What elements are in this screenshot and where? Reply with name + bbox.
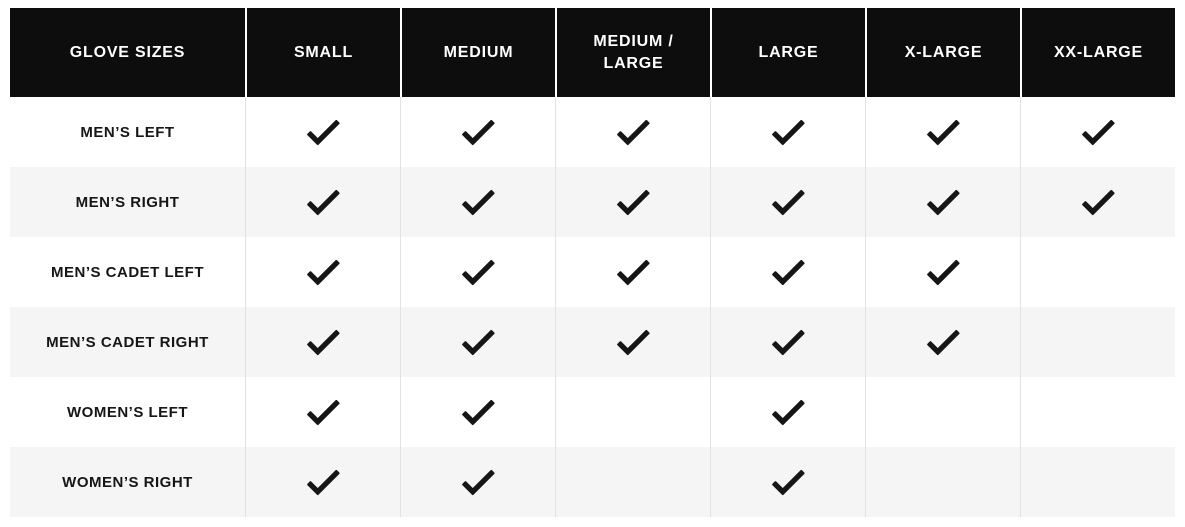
check-icon [922,321,964,363]
check-icon [767,251,809,293]
availability-cell-x-large [865,307,1020,377]
availability-cell-small [245,237,400,307]
availability-cell-medium-large [555,167,710,237]
availability-cell-xx-large [1020,167,1175,237]
availability-cell-medium [400,447,555,517]
table-row-men-s-cadet-left [10,237,1175,307]
check-icon [302,181,344,223]
check-icon [612,181,654,223]
availability-cell-medium-large [555,237,710,307]
table-row-men-s-right [10,167,1175,237]
check-icon [302,391,344,433]
check-icon [612,111,654,153]
availability-cell-xx-large [1020,97,1175,167]
availability-cell-small [245,97,400,167]
check-icon [1077,111,1119,153]
row-label: WOMEN’S RIGHT [62,473,193,491]
check-icon [457,111,499,153]
row-label: MEN’S LEFT [80,123,175,141]
check-icon [1077,181,1119,223]
availability-cell-xx-large [1020,447,1175,517]
row-label-cell [10,377,245,447]
availability-cell-xx-large [1020,307,1175,377]
check-icon [457,181,499,223]
row-label-cell [10,307,245,377]
check-icon [922,251,964,293]
check-icon [922,111,964,153]
check-icon [767,321,809,363]
check-icon [457,321,499,363]
availability-cell-small [245,167,400,237]
availability-cell-large [710,237,865,307]
check-icon [612,251,654,293]
check-icon [767,391,809,433]
availability-cell-large [710,167,865,237]
availability-cell-medium-large [555,447,710,517]
check-icon [302,321,344,363]
check-icon [302,251,344,293]
table-row-women-s-right [10,447,1175,517]
table-row-men-s-left [10,97,1175,167]
header-col-x-large: X-LARGE [865,8,1020,97]
availability-cell-medium-large [555,307,710,377]
availability-cell-x-large [865,447,1020,517]
availability-cell-medium [400,377,555,447]
availability-cell-medium [400,167,555,237]
availability-cell-large [710,307,865,377]
availability-cell-large [710,447,865,517]
row-label-cell [10,447,245,517]
check-icon [767,111,809,153]
availability-cell-medium [400,97,555,167]
availability-cell-medium [400,237,555,307]
availability-cell-medium [400,307,555,377]
check-icon [457,461,499,503]
availability-cell-xx-large [1020,377,1175,447]
table-row-men-s-cadet-right [10,307,1175,377]
check-icon [767,461,809,503]
row-label: MEN’S CADET LEFT [51,263,204,281]
availability-cell-x-large [865,167,1020,237]
check-icon [922,181,964,223]
check-icon [302,111,344,153]
availability-cell-x-large [865,97,1020,167]
check-icon [612,321,654,363]
row-label: MEN’S CADET RIGHT [46,333,209,351]
table-row-women-s-left [10,377,1175,447]
header-col-large: LARGE [710,8,865,97]
glove-sizes-table [10,8,1175,517]
row-label: MEN’S RIGHT [75,193,180,211]
check-icon [302,461,344,503]
header-col-medium: MEDIUM [400,8,555,97]
row-label-cell [10,237,245,307]
availability-cell-small [245,447,400,517]
row-label: WOMEN’S LEFT [67,403,188,421]
availability-cell-x-large [865,237,1020,307]
row-label-cell [10,97,245,167]
availability-cell-medium-large [555,377,710,447]
row-label-cell [10,167,245,237]
header-glove-sizes: GLOVE SIZES [10,8,245,97]
availability-cell-medium-large [555,97,710,167]
check-icon [457,251,499,293]
availability-cell-small [245,307,400,377]
availability-cell-xx-large [1020,237,1175,307]
availability-cell-large [710,377,865,447]
header-col-xx-large: XX-LARGE [1020,8,1175,97]
check-icon [457,391,499,433]
header-col-small: SMALL [245,8,400,97]
availability-cell-x-large [865,377,1020,447]
check-icon [767,181,809,223]
availability-cell-large [710,97,865,167]
table-header-row [10,8,1175,97]
header-col-medium-large: MEDIUM / LARGE [555,8,710,97]
availability-cell-small [245,377,400,447]
